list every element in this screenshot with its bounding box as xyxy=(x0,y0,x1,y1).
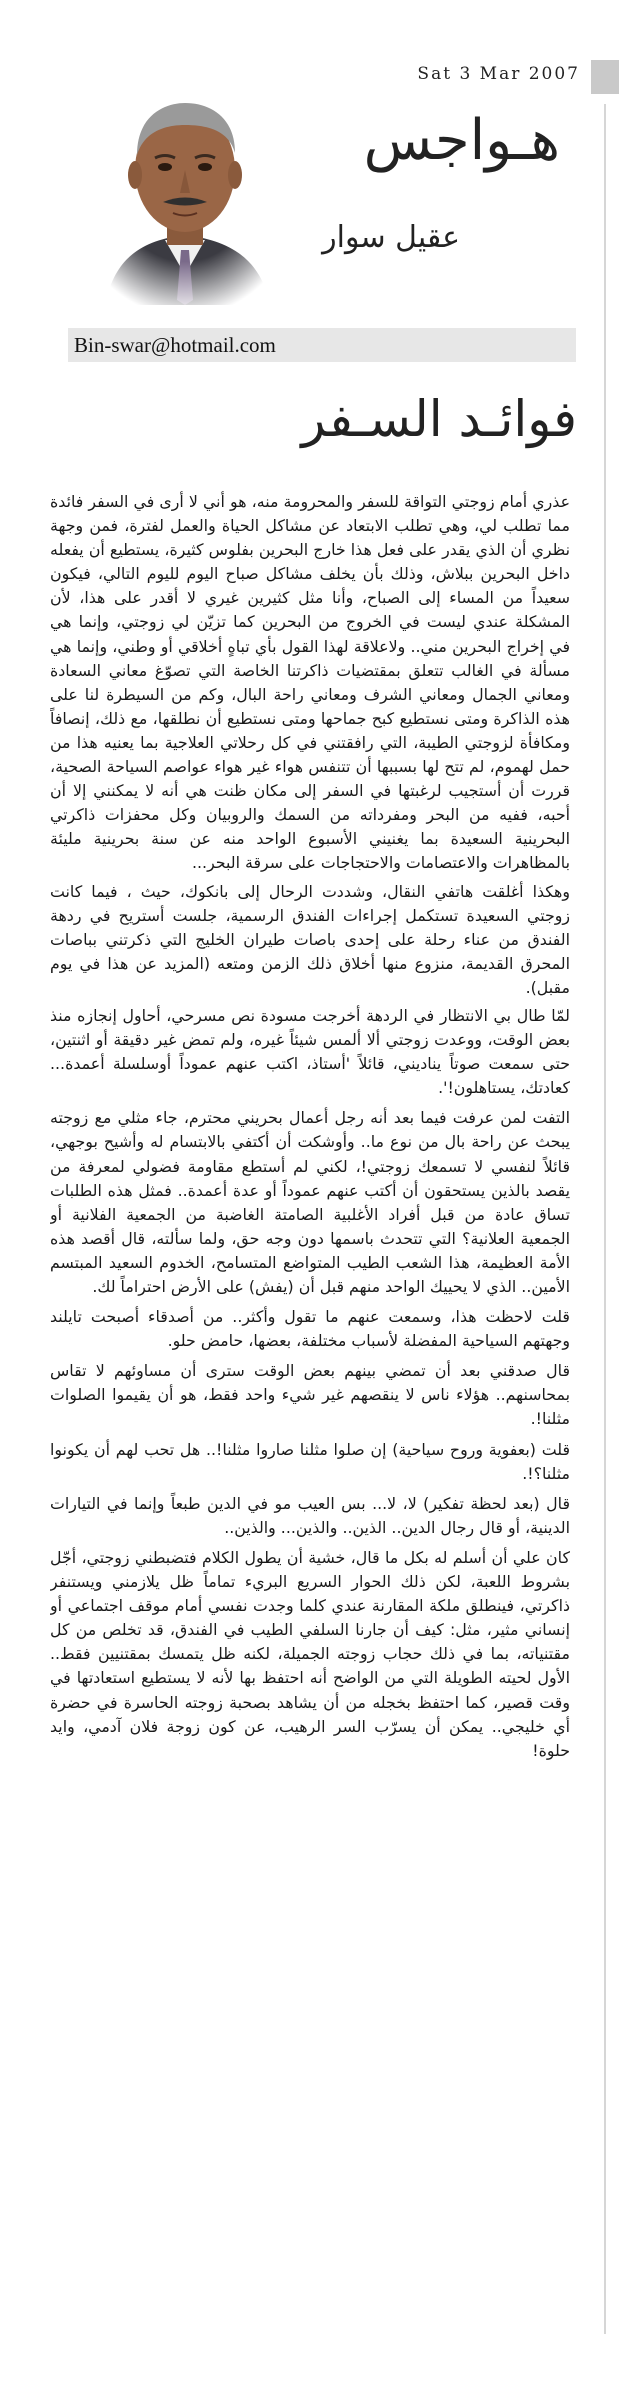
article-paragraph: قال (بعد لحظة تفكير) لا، لا... بس العيب مو في الدين طبعاً وإنما في التيارات الدينية، أو قال رجال الدين.. الذين.. والذين... والذين.. xyxy=(50,1493,570,1537)
article-paragraph: وهكذا أغلقت هاتفي النقال، وشددت الرحال إلى بانكوك، حيث ، فيما كانت زوجتي السعيدة تستكمل إجراءات الفندق الرسمية، جلست أستريح في ردهة الفندق من عناء رحلة على إحدى باصات طيران الخليج التي ذكرتني بباصات المحرق القديمة، منزوع منها أخلاق ذلك الزمن ومتعه (المزيد عن هذا في يوم مقبل). xyxy=(50,881,570,997)
email-bar xyxy=(68,328,576,362)
side-strip-rule xyxy=(604,104,606,2334)
article-paragraph: لمّا طال بي الانتظار في الردهة أخرجت مسودة نص مسرحي، أحاول إنجازه منذ بعض الوقت، ووعدت زوجتي ألا ألمس شيئاً غيره، ولم تمض غير دقيقة أو اثنتين، حتى سمعت صوتاً يناديني، قائلاً 'أستاذ، اكتب عنهم عموداً أوسلسلة أعمدة... كعادتك، يستاهلون!'. xyxy=(50,1005,570,1098)
column-header xyxy=(40,0,580,320)
author-portrait-image xyxy=(85,75,285,305)
article-body xyxy=(50,490,570,2370)
side-strip-cap xyxy=(591,60,619,94)
article-headline: فوائـد السـفر xyxy=(301,390,577,448)
article-paragraph: قلت لاحظت هذا، وسمعت عنهم ما تقول وأكثر.. من أصدقاء أصبحت تايلند وجهتهم السياحية المفضلة لأسباب مختلفة، بعضها، حامض حلو. xyxy=(50,1307,570,1351)
article-paragraph: قلت (بعفوية وروح سياحية) إن صلوا مثلنا صاروا مثلنا!.. هل تحب لهم أن يكونوا مثلنا؟!. xyxy=(50,1439,570,1483)
article-paragraph: التفت لمن عرفت فيما بعد أنه رجل أعمال بحريني محترم، جاء مثلي مع زوجته يبحث عن راحة بال من نوع ما.. وأوشكت أن أكتفي بالابتسام له وأشيح بوجهي، قائلاً لنفسي لا تسمعك زوجتي!، لكني لم أستطع مقاومة فضولي لمعرفة من يقصد بالذين يستحقون أن أكتب عنهم عموداً أو عدة أعمدة.. فمثل هذه الطلبات تساق عادة من قبل أفراد الأغلبية الصامتة الغاضبة من الجمعية الفلانية أو الجمعية العلانية؟ التي تتحدث باسمها دون وجه حق، ولما سألته، قال أقصد هذه الأمة العظيمة، هذا الشعب الطيب المتواضع المتسامح، الخدوم السعيد المبتسم الأمين.. الذي لا يحييك الواحد منهم قبل أن (يفش) على الأرض احتراماً لك. xyxy=(50,1108,570,1296)
article-paragraph: قال صدقني بعد أن تمضي بينهم بعض الوقت سترى أن مساوئهم لا تقاس بمحاسنهم.. هؤلاء ناس لا ينقصهم غير شيء واحد فقط، هو أن يقيموا الصلوات مثلنا!. xyxy=(50,1361,570,1429)
side-strip xyxy=(591,60,619,2360)
publication-date: Sat 3 Mar 2007 xyxy=(417,64,580,84)
column-title: هـواجس xyxy=(363,108,560,173)
author-portrait xyxy=(85,75,285,305)
article-paragraph: عذري أمام زوجتي التواقة للسفر والمحرومة منه، هو أني لا أرى في السفر فائدة مما تطلب لي، وهي تطلب الابتعاد عن مشاكل الحياة والعمل لفترة، فمن وجهة نظري أن الذي يقدر على فعل هذا خارج البحرين بفلوس كثيرة، يستطيع أن يفعله داخل البحرين ببلاش، وذلك بأن يخلف مشاكل صباح اليوم لليوم التالي، فيكون سعيداً من المساء إلى الصباح، وأنا مثل كثيرين غيري لا أقدر على هذا، لأن المشكلة عندي ليست في الخروج من البحرين كما تزيّن لي زوجتي، وإنما هي في إخراج البحرين مني.. ولاعلاقة لهذا القول بأي تباهٍ أخلاقي أو وطني، وإنما هي مسألة في الغالب تتعلق بمقتضيات ذاكرتنا الخاصة التي تصوّغ معاني السعادة ومعاني الجمال ومعاني الشرف ومعاني راحة البال، وكم من السيطرة لنا على هذه الذاكرة ومتى نستطيع كبح جماحها ومتى نستطيع أن نطلقها، مع ذلك، إنصافاً ومكافأة لزوجتي الطيبة، التي رافقتني في كل رحلاتي العلاجية بما يعنيه هذا من حمل لهموم، لم تتح لها بسببها أن تتنفس هواء غير هواء عواصم السياحة الصحية، قررت أن أستجيب لرغبتها في السفر إلى مكان ظنت هي أنه لا يمكنني إلا أن أحبه، ففيه من البحر ومفرداته من السمك والروبيان وكل محفزات ذاكرتي البحرينية السعيدة بما يغنيني الأسبوع الواحد منه عن سنة بحرينية مليئة بالمظاهرات والاعتصامات والاحتجاجات على سرقة البحر... xyxy=(50,492,570,873)
author-name: عقيل سوار xyxy=(322,220,460,255)
article-paragraph: كان علي أن أسلم له بكل ما قال، خشية أن يطول الكلام فتضبطني زوجتي، أجّل بشروط اللعبة، لكن ذلك الحوار السريع البريء تماماً ظل يلازمني ويستنفر ذاكرتي، فينطلق ملكة المقارنة عندي كلما وجدت نفسي أمام موقف اجتماعي أو إنساني مثير، مثل: كيف أن جارنا السلفي الطيب في الفندق، قد تخلص من كل مقتنياته، بما في ذلك حجاب زوجته الجميلة، لكنه ظل يتمسك بمقتنيين فقط.. الأول لحيته الطويلة التي من الواضح أنه احتفظ بها لأنه لا يستطيع استعادتها في وقت قصير، كما احتفظ بخجله من أن يشاهد بصحبة زوجته الحاسرة في حضرة أي خليجي.. يمكن أن يسرّب السر الرهيب، عن كون زوجة فلان آدمي، وايد حلوة! xyxy=(50,1547,570,1760)
author-email[interactable]: Bin-swar@hotmail.com xyxy=(74,333,276,357)
